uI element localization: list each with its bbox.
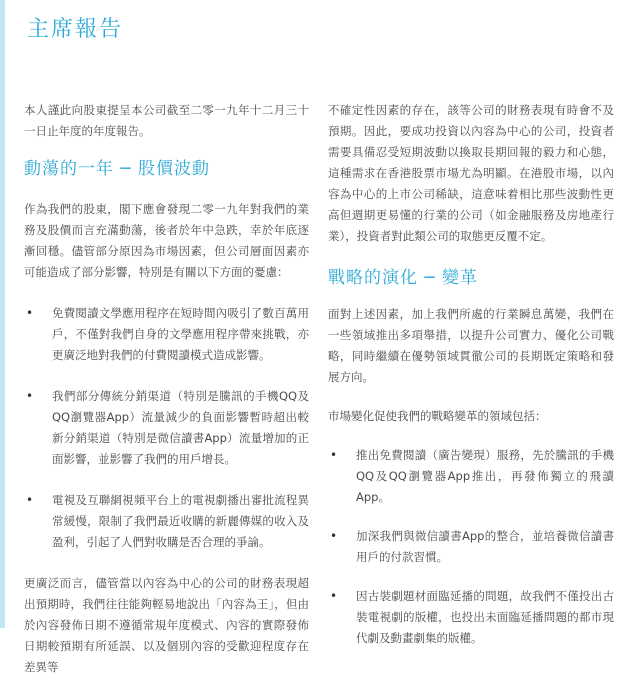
strategy-paragraph: 面對上述因素，加上我們所處的行業瞬息萬變，我們在一些領域推出多項舉措，以提升公司實力、優化公司戰略，同時繼續在優勢領域貫徹公司的長期既定策略和發展方向。	[328, 307, 614, 384]
section-heading-strategy-evolution: 戰略的演化 ─ 變革	[328, 268, 479, 288]
concerns-paragraph: 作為我們的股東，閣下應會發現二零一九年對我們的業務及股價而言充滿動蕩，後者於年中急跌，幸於年底逐漸回穩。儘管部分原因為市場因素，但公司層面因素亦可能造成了部分影響，特別是有關以下方面的憂慮：	[24, 202, 309, 279]
concerns-list	[24, 303, 309, 553]
areas-intro-paragraph: 市場變化促使我們的戰略變革的領域包括：	[328, 409, 547, 423]
bullet-icon: •	[330, 448, 338, 462]
strategy-areas-list	[328, 445, 614, 649]
section-heading-volatile-year: 動蕩的一年 ─ 股價波動	[24, 159, 211, 179]
list-item: • 加深我們與微信讀書App的整合，並培養微信讀書用戶的付款習慣。	[328, 526, 614, 568]
right-column	[328, 100, 614, 667]
left-column	[24, 100, 309, 678]
list-item: • 推出免費閱讀（廣告變現）服務，先於騰訊的手機QQ及QQ瀏覽器App推出，再發佈獨立的飛讀App。	[328, 445, 614, 508]
list-item: • 免費閱讀文學應用程序在短時間內吸引了數百萬用戶，不僅對我們自身的文學應用程序帶來挑戰，亦更廣泛地對我們的付費閱讀模式造成影響。	[24, 303, 309, 366]
closing-paragraph: 更廣泛而言，儘管當以內容為中心的公司的財務表現超出預期時，我們往往能夠輕易地說出「內容為王」，但由於內容發佈日期不遵循常規年度模式、內容的實際發佈日期較預期有所延誤、以及個別內容的受歡迎程度存在差異等	[24, 576, 309, 674]
page-title: 主席報告	[27, 17, 124, 42]
list-item: • 因古裝劇題材面臨延播的問題，故我們不僅投出古裝電視劇的版權，也投出未面臨延播問題的都市現代劇及動畫劇集的版權。	[328, 586, 614, 649]
intro-paragraph: 本人謹此向股東提呈本公司截至二零一九年十二月三十一日止年度的年度報告。	[24, 103, 309, 138]
continuation-paragraph: 不確定性因素的存在，該等公司的財務表現有時會不及預期。因此，要成功投資以內容為中心的公司，投資者需要具備忍受短期波動以換取長期回報的毅力和心態，這種需求在香港股票市場尤為明顯。在港股市場，以內容為中心的上市公司稀缺，這意味着相比那些波動性更高但週期更易懂的行業的公司（如金融服務及房地產行業），投資者對此類公司的取態更反覆不定。	[328, 103, 614, 243]
bullet-icon: •	[26, 306, 34, 320]
list-item: • 我們部分傳統分銷渠道（特別是騰訊的手機QQ及QQ瀏覽器App）流量減少的負面影響暫時超出較新分銷渠道（特別是微信讀書App）流量增加的正面影響，並影響了我們的用戶增長。	[24, 386, 309, 470]
left-accent-bar	[0, 0, 5, 628]
list-item: • 電視及互聯網視頻平台上的電視劇播出審批流程異常緩慢，限制了我們最近收購的新麗傳媒的收入及盈利，引起了人們對收購是否合理的爭論。	[24, 490, 309, 553]
bullet-icon: •	[330, 589, 338, 603]
bullet-icon: •	[330, 529, 338, 543]
bullet-icon: •	[26, 493, 34, 507]
bullet-icon: •	[26, 389, 34, 403]
